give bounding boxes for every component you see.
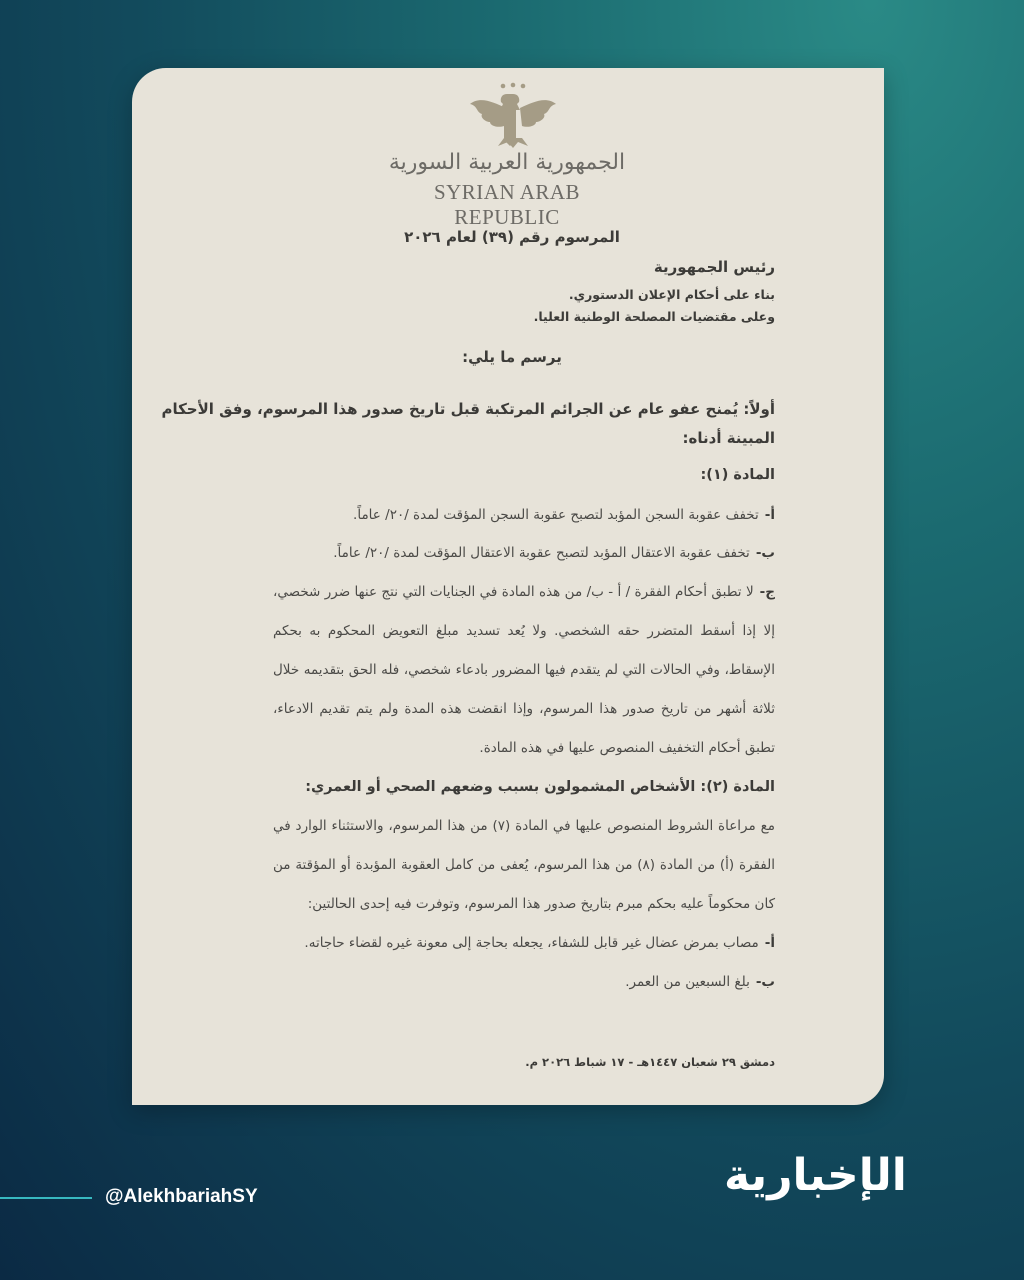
item-label: ج-: [759, 584, 775, 600]
article-2-title: المادة (٢): الأشخاص المشمولون بسبب وضعهم الصحي أو العمري:: [305, 779, 775, 795]
article-1-c-line: تطبق أحكام التخفيف المنصوص عليها في هذه المادة.: [479, 740, 775, 756]
item-label: ب-: [755, 974, 775, 990]
header-title-english: SYRIAN ARAB REPUBLIC: [433, 180, 581, 229]
header-title-arabic: الجمهورية العربية السورية: [388, 150, 626, 175]
article-1-c-line: إلا إذا أسقط المتضرر حقه الشخصي. ولا يُعد تسديد مبلغ التعويض المحكوم به بحكم: [273, 623, 775, 639]
basis-line: بناء على أحكام الإعلان الدستوري.: [568, 287, 775, 302]
article-1-c-line: الإسقاط، وفي الحالات التي لم يتقدم فيها المضرور بادعاء شخصي، فله الحق بتقديمه خلال: [273, 662, 775, 678]
article-2-a: [304, 935, 775, 951]
first-paragraph-line: أولاً: يُمنح عفو عام عن الجرائم المرتكبة قبل تاريخ صدور هذا المرسوم، وفق الأحكام: [161, 400, 775, 418]
item-text: تخفف عقوبة السجن المؤبد لتصبح عقوبة السجن المؤقت لمدة /٢٠/ عاماً.: [353, 507, 759, 523]
social-handle[interactable]: @AlekhbariahSY: [105, 1186, 258, 1207]
first-paragraph-line: المبينة أدناه:: [682, 429, 775, 447]
item-label: أ-: [764, 507, 775, 523]
article-2-line: كان محكوماً عليه بحكم مبرم بتاريخ صدور هذا المرسوم، وتوفرت فيه إحدى الحالتين:: [307, 896, 775, 912]
item-label: ب-: [755, 545, 775, 561]
item-text: مصاب بمرض عضال غير قابل للشفاء، يجعله بحاجة إلى معونة غيره لقضاء حاجاته.: [304, 935, 759, 951]
item-text: تخفف عقوبة الاعتقال المؤبد لتصبح عقوبة الاعتقال المؤقت لمدة /٢٠/ عاماً.: [333, 545, 750, 561]
article-1-title: المادة (١):: [700, 467, 775, 483]
article-1-c: [273, 584, 775, 600]
article-2-b: [625, 974, 775, 990]
decrees-heading: يرسم ما يلي:: [462, 348, 562, 366]
footer-accent-line: [0, 1197, 92, 1199]
basis-line: وعلى مقتضيات المصلحة الوطنية العليا.: [533, 309, 775, 324]
item-text: بلغ السبعين من العمر.: [625, 974, 750, 990]
article-1-b: [333, 545, 775, 561]
eagle-emblem-icon: [468, 82, 558, 148]
article-1-c-line: ثلاثة أشهر من تاريخ صدور هذا المرسوم، وإذا انقضت هذه المدة ولم يتم تقديم الادعاء،: [273, 701, 775, 717]
article-2-line: الفقرة (أ) من المادة (٨) من هذا المرسوم، يُعفى من كامل العقوبة المؤبدة أو المؤقتة من: [273, 857, 776, 873]
article-2-line: مع مراعاة الشروط المنصوص عليها في المادة (٧) من هذا المرسوم، والاستثناء الوارد في: [273, 818, 775, 834]
item-label: أ-: [764, 935, 775, 951]
decree-date: دمشق ٢٩ شعبان ١٤٤٧هـ - ١٧ شباط ٢٠٢٦ م.: [525, 1055, 775, 1069]
item-text: لا تطبق أحكام الفقرة / أ - ب/ من هذه المادة في الجنايات التي نتج عنها ضرر شخصي،: [273, 584, 754, 600]
alekhbariah-logo: الإخبارية: [724, 1150, 907, 1201]
article-1-a: [353, 507, 775, 523]
issuer: رئيس الجمهورية: [653, 258, 775, 276]
decree-title: المرسوم رقم (٣٩) لعام ٢٠٢٦: [404, 228, 620, 246]
